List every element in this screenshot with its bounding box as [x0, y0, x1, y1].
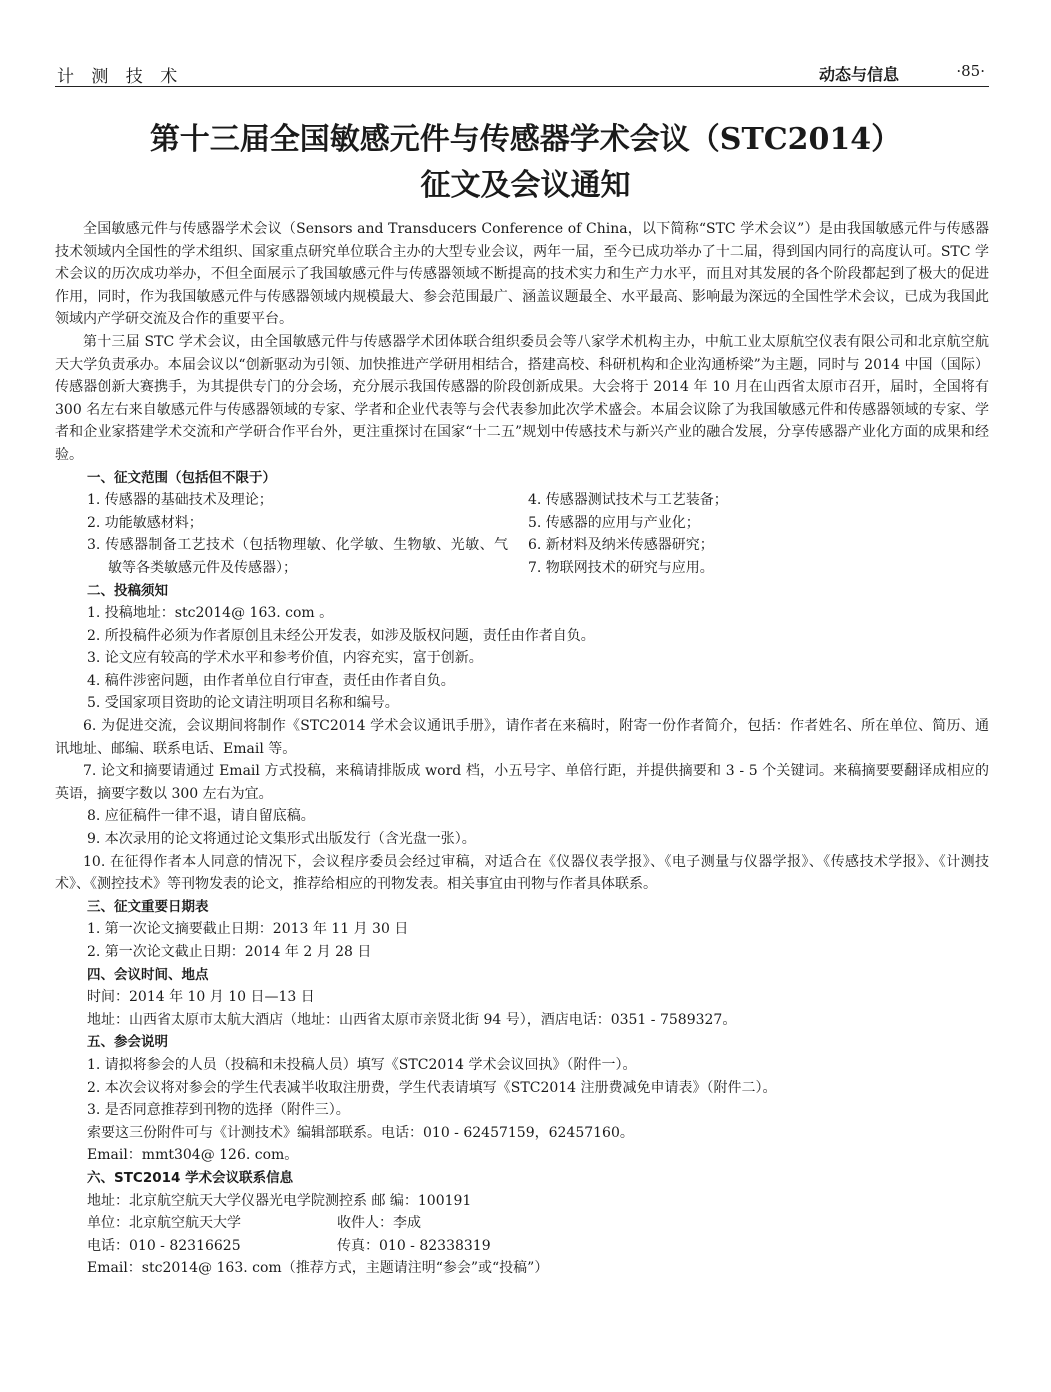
journal-name: 计 测 技 术 — [57, 67, 184, 87]
list-item: 4. 传感器测试技术与工艺装备； — [528, 492, 728, 509]
list-item: 6. 新材料及纳米传感器研究； — [528, 537, 714, 554]
list-item: 7. 论文和摘要请通过 Email 方式投稿，来稿请排版成 word 档，小五号字、单倍行距，并提供摘要和 3 - 5 个关键词。来稿摘要要翻译成相应的英语，摘要字数以 300 左右为宜。 — [55, 763, 989, 802]
contact-unit: 单位：北京航空航天大学 — [87, 1215, 241, 1232]
list-item: 4. 稿件涉密问题，由作者单位自行审查，责任由作者自负。 — [87, 672, 455, 689]
contact-phone-row — [55, 1235, 989, 1258]
list-item: 2. 所投稿件必须为作者原创且未经公开发表，如涉及版权问题，责任由作者自负。 — [87, 627, 595, 644]
page-number: ·85· — [956, 62, 985, 80]
scope-columns — [55, 489, 989, 579]
list-item: 3. 传感器制备工艺技术（包括物理敏、化学敏、生物敏、光敏、气敏等各类敏感元件及传感器）； — [87, 537, 508, 576]
contact-phone: 电话：010 - 82316625 — [87, 1237, 241, 1254]
list-item: 2. 第一次论文截止日期：2014 年 2 月 28 日 — [87, 944, 372, 960]
list-item: 5. 传感器的应用与产业化； — [528, 514, 700, 531]
title-line-2: 征文及会议通知 — [420, 168, 631, 203]
list-item: 8. 应征稿件一律不退，请自留底稿。 — [87, 808, 315, 825]
list-item: 1. 传感器的基础技术及理论； — [87, 492, 273, 509]
list-item: 地址：山西省太原市太航大酒店（地址：山西省太原市亲贤北街 94 号），酒店电话：0351 - 7589327。 — [87, 1011, 737, 1028]
scope-left-column — [55, 489, 528, 579]
list-item: 5. 受国家项目资助的论文请注明项目名称和编号。 — [87, 695, 399, 712]
list-item: 10. 在征得作者本人同意的情况下，会议程序委员会经过审稿，对适合在《仪器仪表学报》、《电子测量与仪器学报》、《传感技术学报》、《计测技术》、《测控技术》等刊物发表的论文，推荐给相应的刊物发表。相关事宜由刊物与作者具体联系。 — [55, 853, 989, 893]
list-item: Email：mmt304@ 126. com。 — [87, 1147, 299, 1164]
scope-right-column — [528, 489, 989, 579]
intro-paragraph-1: 全国敏感元件与传感器学术会议（Sensors and Transducers Conference of China，以下简称“STC 学术会议”）是由我国敏感元件与传感器技术领域内全国性的学术组织、国家重点研究单位联合主办的大型专业会议，两年一届，至今已成功举办了十二届，得到国内同行的高度认可。STC 学术会议的历次成功举办，不但全面展示了我国敏感元件与传感器领域不断提高的技术实力和生产力水平，而且对其发展的各个阶段都起到了极大的促进作用，同时，作为我国敏感元件与传感器领域内规模最大、参会范围最广、涵盖议题最全、水平最高、影响最为深远的全国性学术会议，已成为我国此领域内产学研交流及合作的重要平台。 — [55, 221, 989, 328]
list-item: 9. 本次录用的论文将通过论文集形式出版发行（含光盘一张）。 — [87, 831, 476, 848]
contact-receiver: 收件人：李成 — [337, 1215, 421, 1232]
contact-unit-row — [55, 1212, 989, 1235]
list-item: 索要这三份附件可与《计测技术》编辑部联系。电话：010 - 62457159，62457160。 — [87, 1124, 634, 1141]
list-item: 1. 第一次论文摘要截止日期：2013 年 11 月 30 日 — [87, 921, 409, 938]
page-header — [55, 56, 989, 87]
list-item: 2. 功能敏感材料； — [87, 514, 203, 531]
list-item: 3. 论文应有较高的学术水平和参考价值，内容充实，富于创新。 — [87, 650, 483, 667]
list-item: 3. 是否同意推荐到刊物的选择（附件三）。 — [87, 1102, 350, 1119]
contact-address: 地址：北京航空航天大学仪器光电学院测控系 邮 编：100191 — [87, 1192, 472, 1209]
section-heading-submission: 二、投稿须知 — [87, 582, 168, 599]
section-heading-contact: 六、STC2014 学术会议联系信息 — [87, 1169, 294, 1186]
list-item: 2. 本次会议将对参会的学生代表减半收取注册费，学生代表请填写《STC2014 注册费减免申请表》（附件二）。 — [87, 1079, 777, 1096]
list-item: 1. 请拟将参会的人员（投稿和未投稿人员）填写《STC2014 学术会议回执》（附件一）。 — [87, 1056, 637, 1073]
section-heading-venue: 四、会议时间、地点 — [87, 966, 209, 983]
list-item: 6. 为促进交流，会议期间将制作《STC2014 学术会议通讯手册》，请作者在来稿时，附寄一份作者简介，包括：作者姓名、所在单位、简历、通讯地址、邮编、联系电话、Email 等。 — [55, 718, 989, 757]
list-item: 时间：2014 年 10 月 10 日—13 日 — [87, 989, 315, 1006]
contact-email: Email：stc2014@ 163. com（推荐方式，主题请注明“参会”或“投稿”） — [87, 1260, 549, 1277]
intro-paragraph-2: 第十三届 STC 学术会议，由全国敏感元件与传感器学术团体联合组织委员会等八家学术机构主办，中航工业太原航空仪表有限公司和北京航空航天大学负责承办。本届会议以“创新驱动为引领、加快推进产学研用相结合，搭建高校、科研机构和企业沟通桥梁”为主题，同时与 2014 中国（国际）传感器创新大赛携手，为其提供专门的分会场，充分展示我国传感器的阶段创新成果。大会将于 2014 年 10 月在山西省太原市召开，届时，全国将有 300 名左右来自敏感元件与传感器领域的专家、学者和企业代表等与会代表参加此次学术盛会。本届会议除了为我国敏感元件和传感器领域的专家、学者和企业家搭建学术交流和产学研合作平台外，更注重探讨在国家“十二五”规划中传感技术与新兴产业的融合发展，分享传感器产业化方面的成果和经验。 — [55, 333, 989, 463]
section-heading-dates: 三、征文重要日期表 — [87, 898, 209, 915]
section-name: 动态与信息 — [818, 65, 899, 84]
title-line-1: 第十三届全国敏感元件与传感器学术会议（STC2014） — [149, 122, 902, 157]
list-item: 1. 投稿地址：stc2014@ 163. com 。 — [87, 605, 334, 622]
article-body — [55, 218, 989, 1280]
section-heading-scope: 一、征文范围（包括但不限于） — [87, 469, 276, 486]
contact-fax: 传真：010 - 82338319 — [337, 1237, 491, 1254]
section-heading-attendance: 五、参会说明 — [87, 1034, 168, 1051]
list-item: 7. 物联网技术的研究与应用。 — [528, 559, 714, 576]
